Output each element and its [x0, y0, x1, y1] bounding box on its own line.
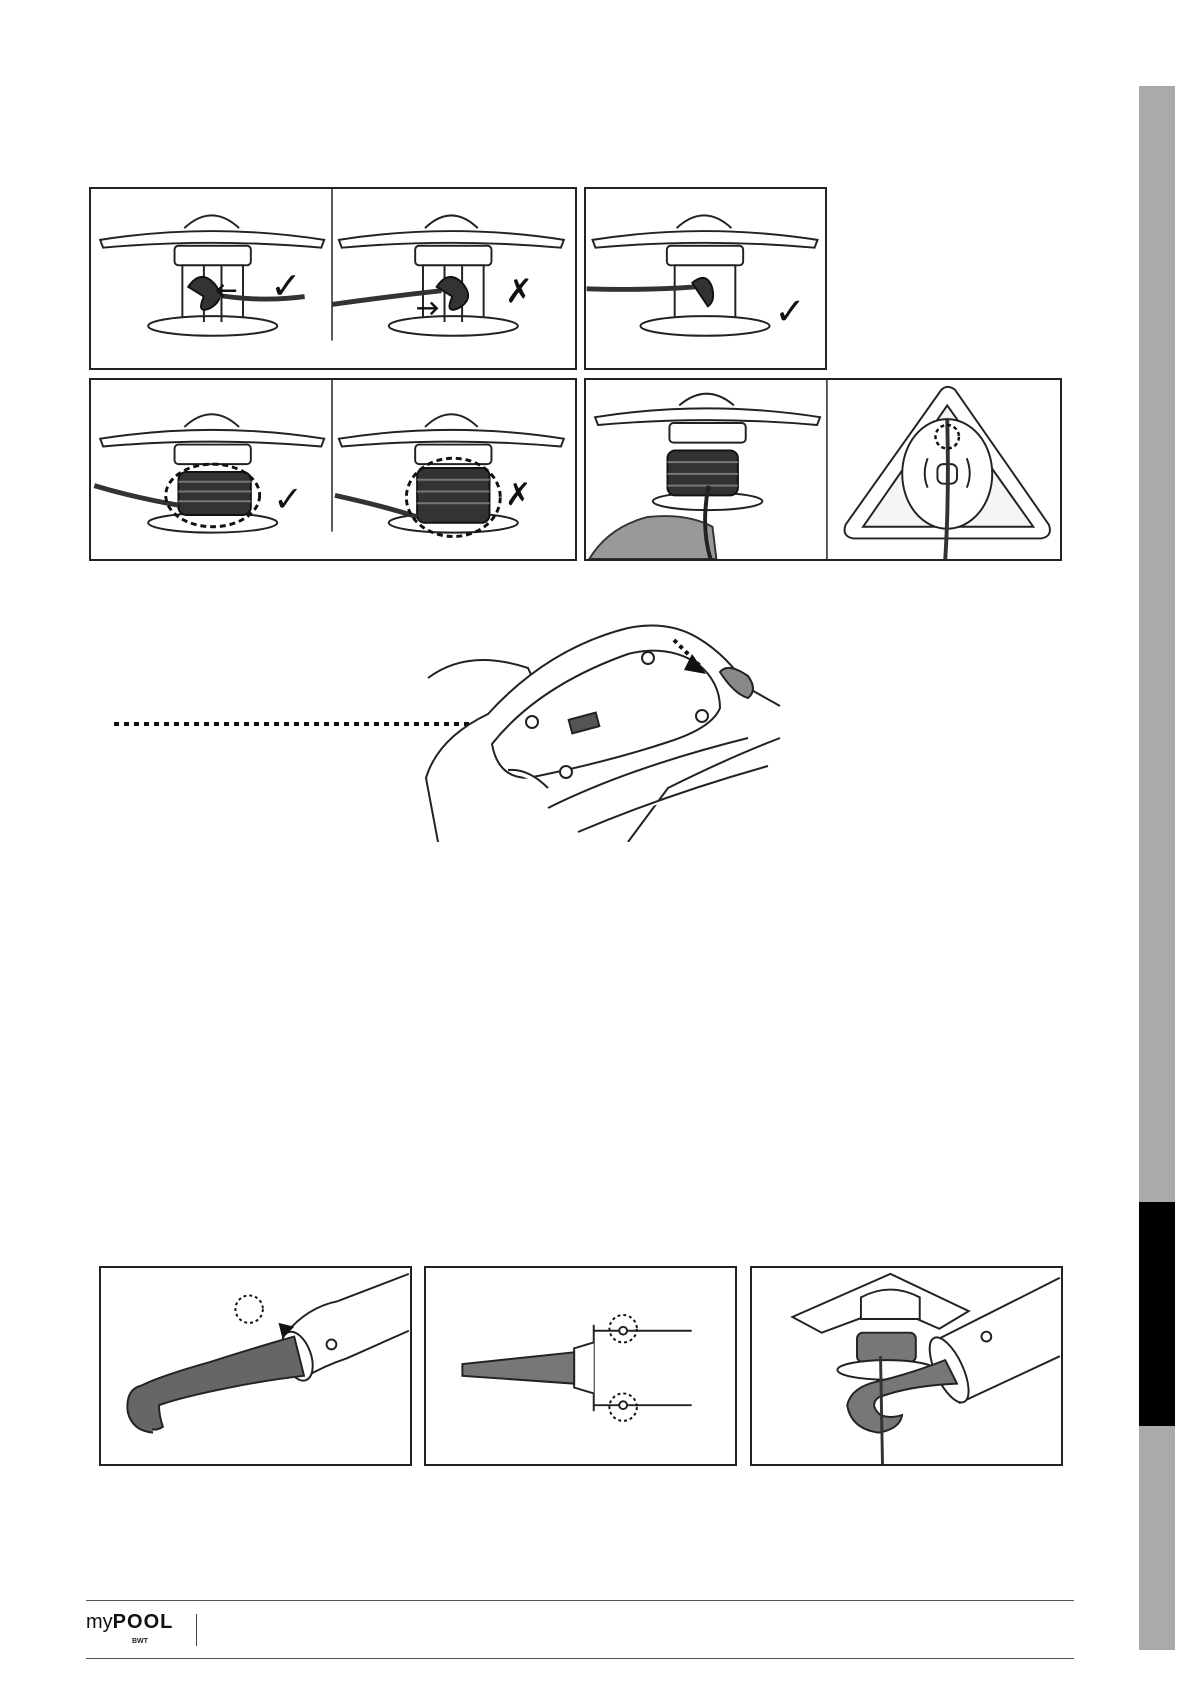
cross-mark-icon: ✗	[505, 477, 532, 514]
pole	[922, 1278, 1060, 1408]
cable-right	[335, 495, 417, 517]
coil-right	[417, 468, 489, 523]
coil-illustration	[91, 380, 575, 559]
side-tab-upper	[1139, 86, 1175, 1202]
figure-hook-handle	[99, 1266, 412, 1466]
robot-handle-illustration	[108, 618, 783, 842]
footer-top-line	[86, 1600, 1074, 1601]
knot-illustration	[91, 189, 575, 368]
hand	[589, 516, 716, 559]
footer-divider	[196, 1614, 197, 1646]
figure-handle-pins	[424, 1266, 737, 1466]
mypool-logo	[86, 1611, 186, 1651]
check-mark-icon: ✓	[774, 289, 806, 333]
figure-coil-comparison	[89, 378, 577, 561]
highlight-circle	[235, 1295, 262, 1322]
pin-bottom	[619, 1401, 627, 1409]
logo-sub: BWT	[132, 1638, 148, 1645]
tapered-handle	[462, 1352, 574, 1383]
hook-storage-illustration	[752, 1268, 1061, 1464]
hook	[127, 1337, 304, 1433]
coil-left	[178, 472, 250, 515]
cross-mark-icon: ✗	[505, 271, 534, 311]
cable	[587, 287, 697, 290]
figure-hook-storage	[750, 1266, 1063, 1466]
hook-handle-illustration	[101, 1268, 410, 1464]
figure-knot-comparison	[89, 187, 577, 370]
figure-robot-handle	[108, 618, 783, 842]
swivel-triangle	[792, 1274, 968, 1333]
figure-knot-side	[584, 187, 827, 370]
pin-top	[619, 1327, 627, 1335]
handle-pins-illustration	[426, 1268, 735, 1464]
robot-body	[426, 626, 780, 842]
check-mark-icon: ✓	[273, 479, 303, 521]
side-tab-lower	[1139, 1426, 1175, 1650]
pole	[574, 1325, 692, 1411]
coil-clip-illustration	[586, 380, 1060, 559]
footer-bottom-line	[86, 1658, 1074, 1659]
coil	[667, 450, 737, 495]
logo-main: POOL	[112, 1611, 174, 1633]
logo-prefix: my	[86, 1611, 113, 1633]
figure-coil-clip	[584, 378, 1062, 561]
cable	[881, 1356, 883, 1464]
side-tab-active	[1139, 1202, 1175, 1426]
knot-side-illustration	[586, 189, 825, 368]
coil	[857, 1333, 916, 1362]
check-mark-icon: ✓	[270, 264, 302, 308]
